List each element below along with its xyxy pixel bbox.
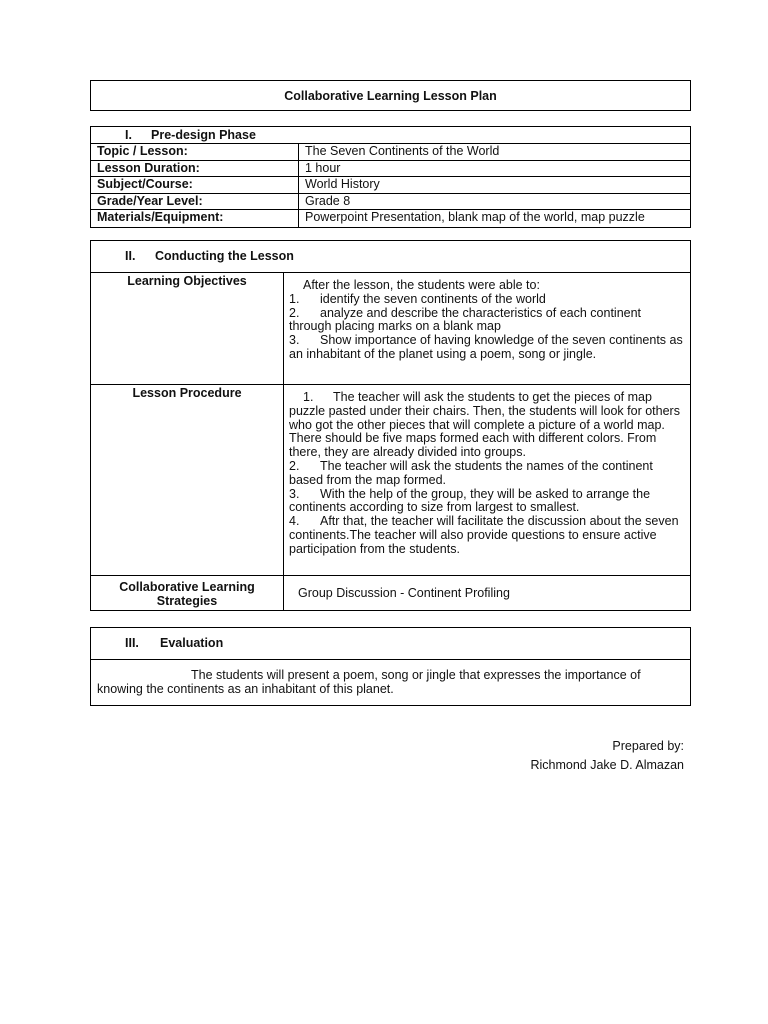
list-item: 4. Aftr that, the teacher will facilitate the discussion about the seven continents.The teacher will also provide questions to ensure active participation from the students. — [289, 514, 679, 556]
pre-design-phase-table — [90, 126, 691, 228]
prepared-by-label: Prepared by: — [612, 739, 684, 753]
section-title: Pre-design Phase — [151, 128, 256, 142]
section-number: III. — [125, 636, 139, 650]
table-row — [91, 210, 690, 227]
row-label: Subject/Course: — [91, 177, 299, 193]
section-heading — [91, 127, 690, 144]
objectives-intro: After the lesson, the students were able to: — [303, 278, 540, 292]
list-item: 1. The teacher will ask the students to get the pieces of map puzzle pasted under their chairs. Then, the students will look for others who got the other pieces that will complete a picture of a world map. There should be five maps formed each with different colors. From there, they are already divided into groups. — [289, 390, 680, 460]
table-row — [91, 161, 690, 178]
evaluation-table — [90, 627, 691, 706]
row-label: Topic / Lesson: — [91, 144, 299, 160]
row-value: 1 hour — [305, 160, 341, 175]
list-item: 1. identify the seven continents of the world — [289, 291, 546, 306]
section-heading — [91, 241, 690, 273]
collaborative-strategies-row — [91, 576, 690, 611]
conducting-lesson-table — [90, 240, 691, 611]
row-label: Lesson Duration: — [91, 161, 299, 177]
row-value: Grade 8 — [305, 193, 351, 208]
title-text: Collaborative Learning Lesson Plan — [284, 88, 497, 103]
preparer-name: Richmond Jake D. Almazan — [530, 758, 684, 772]
row-value: The Seven Continents of the World — [305, 144, 500, 158]
evaluation-content — [91, 660, 690, 696]
strategies-value: Group Discussion - Continent Profiling — [298, 585, 510, 600]
table-row — [91, 194, 690, 211]
row-label: Learning Objectives — [91, 273, 284, 384]
row-value: Powerpoint Presentation, blank map of the world, map puzzle — [305, 210, 645, 224]
row-label: Lesson Procedure — [91, 385, 284, 575]
signature-block — [530, 737, 684, 775]
section-title: Conducting the Lesson — [155, 249, 294, 263]
list-item: 3. With the help of the group, they will be asked to arrange the continents according to size from largest to smallest. — [289, 486, 651, 515]
lesson-procedure-row — [91, 385, 690, 576]
list-item: 2. The teacher will ask the students the names of the continent based from the map formed. — [289, 458, 653, 487]
row-label-line: Strategies — [156, 593, 218, 608]
table-row — [91, 144, 690, 161]
row-label-line: Collaborative Learning — [119, 579, 255, 594]
row-label — [91, 576, 284, 611]
section-heading — [91, 628, 690, 660]
objectives-content — [284, 273, 690, 384]
row-label: Materials/Equipment: — [91, 210, 299, 227]
document-title — [90, 80, 691, 111]
section-number: I. — [125, 128, 132, 142]
section-number: II. — [125, 249, 136, 263]
procedure-content — [284, 385, 690, 575]
table-row — [91, 177, 690, 194]
list-item: 2. analyze and describe the characteristics of each continent through placing marks on a blank map — [289, 305, 642, 334]
learning-objectives-row — [91, 273, 690, 385]
list-item: 3. Show importance of having knowledge of the seven continents as an inhabitant of the planet using a poem, song or jingle. — [289, 333, 683, 361]
row-value: World History — [305, 177, 380, 191]
row-label: Grade/Year Level: — [91, 194, 299, 210]
section-title: Evaluation — [160, 636, 224, 650]
evaluation-text: The students will present a poem, song or jingle that expresses the importance of knowing the continents as an inhabitant of this planet. — [97, 668, 641, 696]
